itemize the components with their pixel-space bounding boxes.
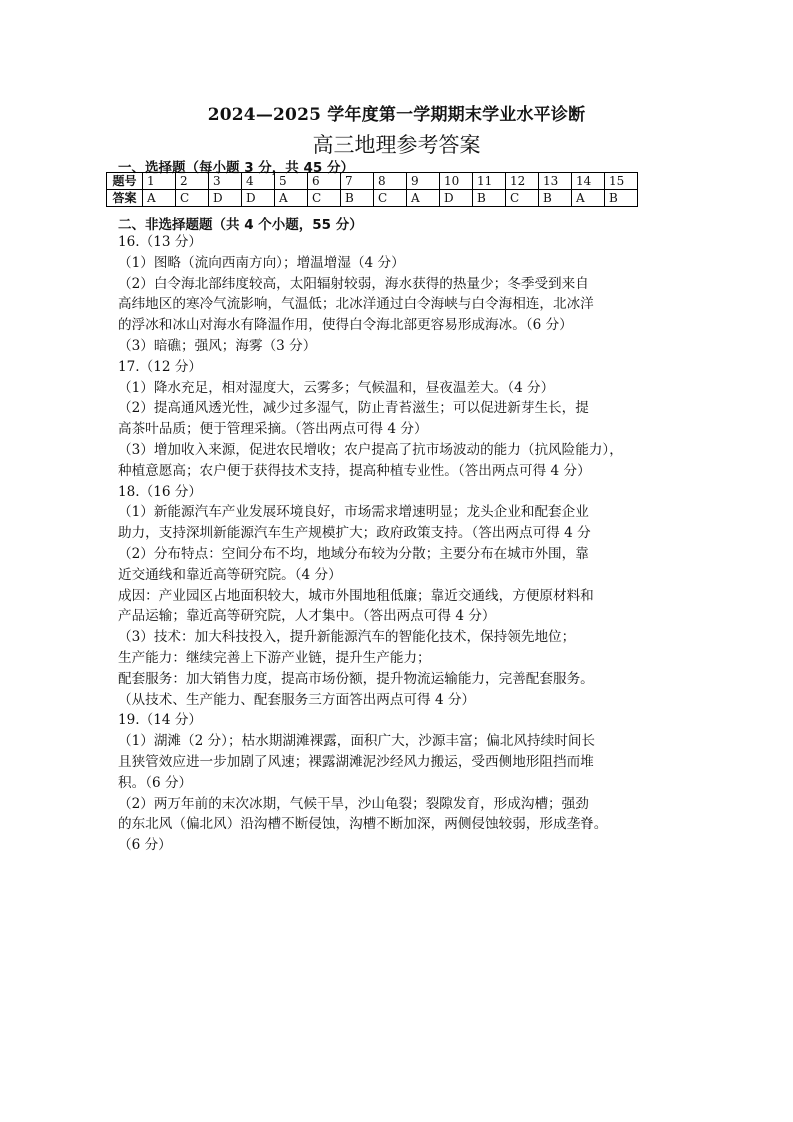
answer-row-label: 答案 [107,190,143,207]
answer-line: 产品运输；靠近高等研究院，人才集中。（答出两点可得 4 分） [118,608,496,625]
answer-cell: D [209,190,242,207]
answer-cell: B [473,190,506,207]
question-number: 14 [572,173,605,190]
answer-line: （2）白令海北部纬度较高，太阳辐射较弱，海水获得的热量少；冬季受到来自 [118,275,589,292]
question-number: 6 [308,173,341,190]
answer-line: 成因：产业园区占地面积较大，城市外围地租低廉；靠近交通线，方便原材料和 [118,587,594,604]
answer-body [118,232,678,856]
question-number: 3 [209,173,242,190]
answer-line: 配套服务：加大销售力度，提高市场份额，提升物流运输能力，完善配套服务。 [118,670,594,687]
answer-line: 18.（16 分） [118,483,203,500]
answer-line: 助力，支持深圳新能源汽车生产规模扩大；政府政策支持。（答出两点可得 4 分 [118,525,591,542]
answer-line: （3）增加收入来源，促进农民增收；农户提高了抗市场波动的能力（抗风险能力）， [118,441,623,458]
question-number: 5 [275,173,308,190]
section-2-heading: 二、非选择题题（共 4 个小题，55 分） [118,217,363,233]
answer-cell: C [308,190,341,207]
answer-line: 种植意愿高；农户便于获得技术支持，提高种植专业性。（答出两点可得 4 分） [118,462,591,479]
question-number: 1 [143,173,176,190]
answer-cell: D [242,190,275,207]
answer-line: 的东北风（偏北风）沿沟槽不断侵蚀，沟槽不断加深，两侧侵蚀较弱，形成垄脊。 [118,816,608,833]
question-number: 11 [473,173,506,190]
number-row-label: 题号 [107,173,143,190]
question-number: 9 [407,173,440,190]
question-number: 2 [176,173,209,190]
answer-line: （1）湖滩（2 分）；枯水期湖滩裸露，面积广大，沙源丰富；偏北风持续时间长 [118,733,596,750]
answer-cell: A [275,190,308,207]
answer-line: （1）新能源汽车产业发展环境良好，市场需求增速明显；龙头企业和配套企业 [118,504,589,521]
question-number: 12 [506,173,539,190]
answer-line: （2）两万年前的末次冰期，气候干旱，沙山龟裂；裂隙发育，形成沟槽；强劲 [118,795,589,812]
answer-line: 近交通线和靠近高等研究院。（4 分） [118,566,342,583]
exam-title: 2024—2025 学年度第一学期期末学业水平诊断 [207,105,586,125]
answer-line: （2）分布特点：空间分布不均，地域分布较为分散；主要分布在城市外围，靠 [118,545,589,562]
answer-row [107,190,638,207]
answer-cell: C [176,190,209,207]
question-number: 4 [242,173,275,190]
answer-line: （1）图略（流向西南方向）；增温增湿（4 分） [118,254,405,271]
answer-cell: A [143,190,176,207]
answer-cell: D [440,190,473,207]
answer-table [106,172,638,207]
answer-key-title: 高三地理参考答案 [312,133,481,157]
answer-line: （2）提高通风透光性，减少过多湿气，防止青苔滋生；可以促进新芽生长，提 [118,400,589,417]
answer-line: 19.（14 分） [118,712,203,729]
answer-line: 高茶叶品质；便于管理采摘。（答出两点可得 4 分） [118,421,428,438]
question-number-row [107,173,638,190]
answer-cell: B [539,190,572,207]
question-number: 7 [341,173,374,190]
question-number: 15 [605,173,638,190]
answer-line: 的浮冰和冰山对海水有降温作用，使得白令海北部更容易形成海冰。（6 分） [118,317,573,334]
answer-cell: B [605,190,638,207]
answer-cell: A [407,190,440,207]
answer-line: 且狭管效应进一步加剧了风速；裸露湖滩泥沙经风力搬运，受西侧地形阻挡而堆 [118,753,594,770]
answer-line: （3）技术：加大科技投入，提升新能源汽车的智能化技术，保持领先地位； [118,629,576,646]
answer-cell: C [374,190,407,207]
answer-line: 生产能力：继续完善上下游产业链，提升生产能力； [118,649,431,666]
answer-line: 积。（6 分） [118,774,193,791]
answer-cell: C [506,190,539,207]
answer-line: （从技术、生产能力、配套服务三方面答出两点可得 4 分） [118,691,476,708]
question-number: 8 [374,173,407,190]
question-number: 13 [539,173,572,190]
question-number: 10 [440,173,473,190]
answer-line: 高纬地区的寒冷气流影响，气温低；北冰洋通过白令海峡与白令海相连，北冰洋 [118,296,594,313]
section-1-heading: 一、选择题（每小题 3 分，共 45 分） [118,160,354,176]
answer-cell: B [341,190,374,207]
answer-line: 16.（13 分） [118,234,203,250]
answer-cell: A [572,190,605,207]
answer-line: （1）降水充足，相对湿度大，云雾多；气候温和，昼夜温差大。（4 分） [118,379,555,396]
answer-line: （3）暗礁；强风；海雾（3 分） [118,337,317,354]
answer-line: 17.（12 分） [118,358,203,375]
answer-line: （6 分） [118,837,172,854]
